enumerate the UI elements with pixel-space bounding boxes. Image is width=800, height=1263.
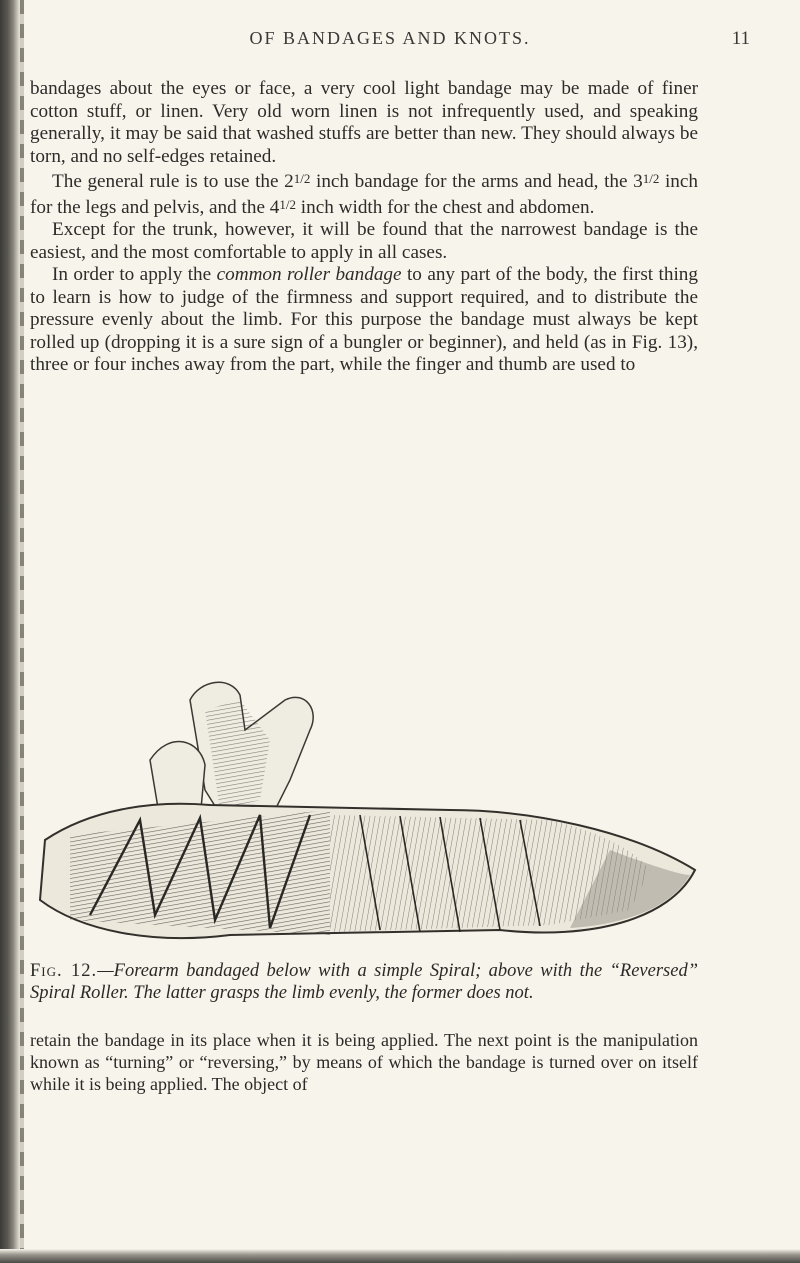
page-header [30,28,750,54]
page-number: 11 [731,28,750,49]
fraction: 1/2 [279,196,296,212]
paragraph-1: bandages about the eyes or face, a very cool light bandage may be made of finer cotton stuff, or linen. Very old worn linen is not infrequently used, and speaking generally, it may be said that washed stuffs are better than new. They should always be torn, and no self-edges retained. [30,78,698,167]
figure-caption [30,960,698,1004]
italic-term: common roller bandage [216,264,402,285]
forearm-bandage-engraving [30,670,710,960]
text-run: inch for the legs and pelvis, and the 4 [30,171,698,218]
paragraph-3: Except for the trunk, however, it will be found that the narrowest bandage is the easiest, and the most comfortable to apply in all cases. [30,219,698,263]
paragraph-2 [30,168,698,219]
text-run: inch width for the chest and abdomen. [296,196,595,218]
text-run: The general rule is to use the 2 [52,171,294,192]
text-run: to any part of the body, the first thing to learn is how to judge of the firmness and support required, and to distribute the pressure evenly about the limb. For this purpose the bandage must always be kept rolled up (dropping it is a sure sign of a bungler or beginner), and held (as in Fig. 13), three or four inches away from the part, while the finger and thumb are used to [30,264,698,375]
bottom-page-edge [0,1249,800,1263]
continued-text [30,1029,698,1095]
binding-gutter [0,0,22,1263]
text-run: In order to apply the [52,264,217,285]
body-text [30,78,698,377]
running-title: OF BANDAGES AND KNOTS. [249,28,531,48]
figure-12-illustration [30,670,710,960]
text-run: inch bandage for the arms and head, the 3 [310,171,643,192]
binding-edge [20,0,24,1263]
fraction: 1/2 [293,171,311,186]
paragraph-5: retain the bandage in its place when it is being applied. The next point is the manipulation known as “turning” or “reversing,” by means of which the bandage is turned over on itself while it is being applied. The object of [30,1030,698,1094]
figure-label: Fig. 12. [30,961,98,981]
figure-caption-text: —Forearm bandaged below with a simple Spiral; above with the “Reversed” Spiral Roller. The latter grasps the limb evenly, the former does not. [30,961,698,1003]
fraction: 1/2 [642,171,660,186]
paragraph-4 [30,264,698,377]
